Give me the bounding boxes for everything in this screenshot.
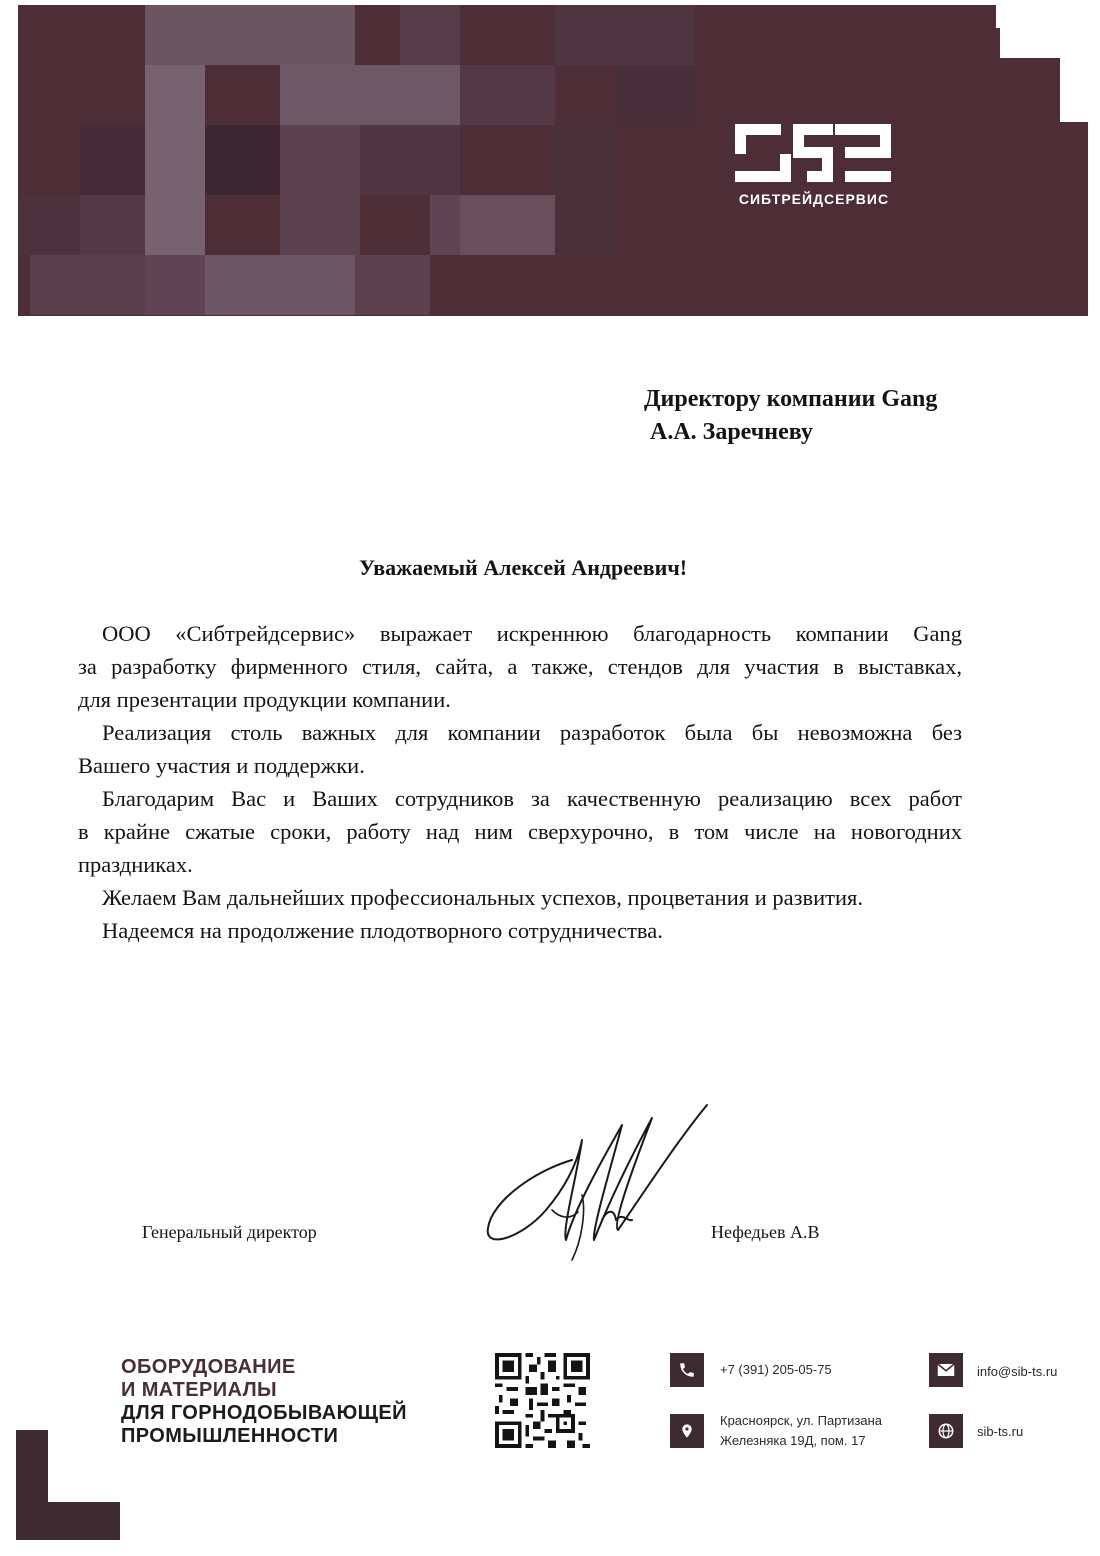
body-line: Вашего участия и поддержки. <box>78 753 365 778</box>
body-line: праздниках. <box>78 852 193 877</box>
tagline-line: И МАТЕРИАЛЫ <box>121 1379 278 1401</box>
footer-tagline <box>121 1356 407 1448</box>
location-icon <box>670 1414 704 1448</box>
address-line: Железняка 19Д, пом. 17 <box>720 1433 866 1448</box>
signer-name: Нефедьев А.В <box>711 1222 820 1242</box>
paragraph <box>78 881 962 914</box>
website-link[interactable]: sib-ts.ru <box>977 1424 1024 1439</box>
body-line: для презентации продукции компании. <box>78 687 451 712</box>
address-line: Красноярск, ул. Партизана <box>720 1413 882 1428</box>
signer-position: Генеральный директор <box>142 1222 317 1242</box>
salutation: Уважаемый Алексей Андреевич! <box>358 555 688 580</box>
tagline-line: ОБОРУДОВАНИЕ <box>121 1356 296 1378</box>
body-line: Благодарим Вас и Ваших сотрудников за качественную реализацию всех работ <box>102 786 962 811</box>
handwritten-signature <box>482 1100 718 1265</box>
body-line: Реализация столь важных для компании разработок была бы невозможна без <box>102 720 962 745</box>
paragraph <box>78 716 962 782</box>
body-line: Надеемся на продолжение плодотворного сотрудничества. <box>102 918 663 943</box>
paragraph <box>78 617 962 716</box>
header-banner <box>0 0 1100 320</box>
paragraph <box>78 782 962 881</box>
globe-icon <box>929 1414 963 1448</box>
body-line: за разработку фирменного стиля, сайта, а также, стендов для участия в выставках, <box>78 654 962 679</box>
mail-icon <box>929 1353 963 1387</box>
corner-decoration <box>16 1430 120 1540</box>
tagline-line: ДЛЯ ГОРНОДОБЫВАЮЩЕЙ <box>121 1402 407 1424</box>
tagline-line: ПРОМЫШЛЕННОСТИ <box>121 1425 339 1447</box>
email-link[interactable]: info@sib-ts.ru <box>977 1364 1058 1379</box>
letter-body <box>78 617 962 947</box>
address <box>720 1411 882 1451</box>
phone-number[interactable]: +7 (391) 205-05-75 <box>720 1362 832 1377</box>
addressee-name: А.А. Заречневу <box>650 419 813 445</box>
company-logo-text: СИБТРЕЙДСЕРВИС <box>738 191 890 207</box>
body-line: в крайне сжатые сроки, работу над ним сверхурочно, в том числе на новогодних <box>78 819 962 844</box>
phone-icon <box>670 1353 704 1387</box>
addressee-title: Директору компании Gang <box>644 386 938 412</box>
paragraph <box>78 914 962 947</box>
body-line: Желаем Вам дальнейших профессиональных успехов, процветания и развития. <box>102 885 864 910</box>
body-line: ООО «Сибтрейдсервис» выражает искреннюю благодарность компании Gang <box>102 621 962 646</box>
qr-code-icon <box>495 1353 590 1448</box>
company-logo-icon <box>735 124 891 182</box>
